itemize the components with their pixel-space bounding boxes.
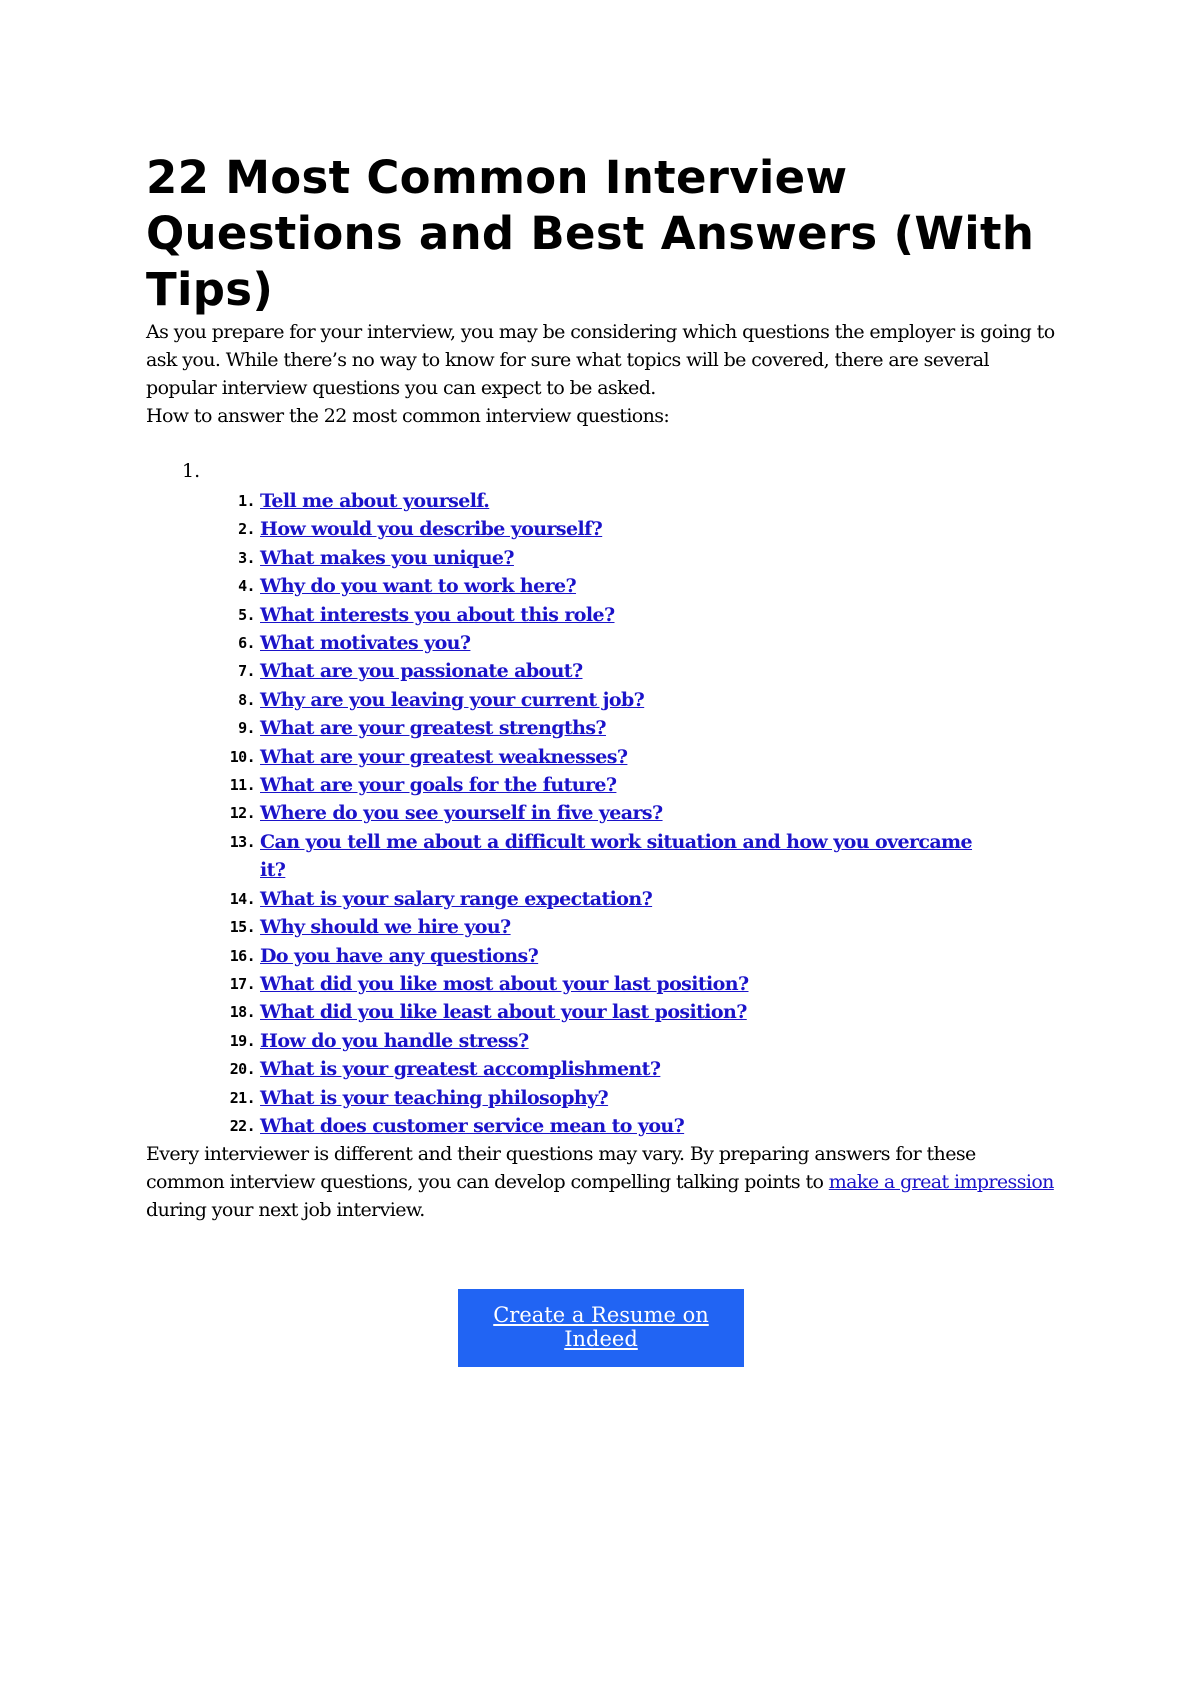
page-title: 22 Most Common Interview Questions and Best Answers (With Tips) — [146, 151, 1035, 316]
outer-list-number: 1. — [182, 460, 201, 482]
question-item — [218, 828, 998, 885]
question-item — [218, 601, 998, 629]
question-item — [218, 714, 998, 742]
closing-text-before: Every interviewer is different and their questions may vary. By preparing answers for these common interview questions, you can develop compelling talking points to — [146, 1143, 976, 1194]
question-number: 3. — [238, 548, 255, 567]
question-item — [218, 885, 998, 913]
question-link[interactable]: What makes you unique? — [260, 546, 514, 569]
list-lead-text: How to answer the 22 most common interview questions: — [146, 405, 670, 427]
question-number: 8. — [238, 690, 255, 709]
intro-paragraph: As you prepare for your interview, you may be considering which questions the employer is going to ask you. While there’s no way to know for sure what topics will be covered, there are several popular interview questions you can expect to be asked. — [146, 321, 1055, 399]
question-link[interactable]: What interests you about this role? — [260, 603, 615, 626]
question-link[interactable]: What is your salary range expectation? — [260, 887, 653, 910]
question-item — [218, 1027, 998, 1055]
question-item — [218, 942, 998, 970]
question-link[interactable]: What motivates you? — [260, 632, 471, 655]
question-number: 20. — [229, 1060, 255, 1079]
question-number: 1. — [238, 492, 255, 510]
question-link[interactable]: Where do you see yourself in five years? — [260, 802, 663, 825]
question-item — [218, 686, 998, 714]
question-link[interactable]: What is your teaching philosophy? — [260, 1086, 609, 1109]
question-number: 15. — [229, 918, 255, 937]
question-link[interactable]: What does customer service mean to you? — [260, 1114, 685, 1137]
question-number: 22. — [229, 1116, 255, 1135]
question-number: 10. — [229, 747, 255, 766]
question-item — [218, 657, 998, 685]
question-link[interactable]: What is your greatest accomplishment? — [260, 1058, 661, 1081]
question-number: 16. — [229, 946, 255, 965]
closing-text-after: during your next job interview. — [146, 1199, 425, 1222]
question-link[interactable]: How do you handle stress? — [260, 1029, 529, 1052]
question-number: 5. — [238, 605, 255, 624]
question-item — [218, 743, 998, 771]
question-number: 17. — [229, 974, 255, 993]
question-number: 2. — [238, 520, 255, 539]
article — [146, 150, 1056, 1367]
question-link[interactable]: What are you passionate about? — [260, 660, 583, 683]
question-link[interactable]: Why do you want to work here? — [260, 575, 577, 598]
cta-container — [146, 1289, 1056, 1367]
question-item — [218, 572, 998, 600]
question-link[interactable]: What are your greatest weaknesses? — [260, 745, 628, 768]
question-item — [218, 544, 998, 572]
create-resume-button[interactable]: Create a Resume on Indeed — [458, 1289, 744, 1367]
question-item — [218, 913, 998, 941]
question-link[interactable]: What did you like most about your last position? — [260, 972, 749, 995]
question-link[interactable]: How would you describe yourself? — [260, 518, 603, 541]
question-link[interactable]: Can you tell me about a difficult work situation and how you overcame it? — [260, 830, 973, 882]
question-number: 19. — [229, 1031, 255, 1050]
question-link[interactable]: Tell me about yourself. — [260, 490, 490, 512]
question-number: 9. — [238, 719, 255, 738]
question-link[interactable]: Why should we hire you? — [260, 916, 511, 939]
question-number: 21. — [229, 1088, 255, 1107]
question-link[interactable]: What did you like least about your last position? — [260, 1001, 747, 1024]
question-item — [218, 771, 998, 799]
question-number: 18. — [229, 1003, 255, 1022]
question-number: 4. — [238, 577, 255, 596]
question-item — [218, 1084, 998, 1112]
questions-list — [218, 487, 998, 1140]
question-link[interactable]: What are your goals for the future? — [260, 774, 617, 797]
question-number: 12. — [229, 804, 255, 823]
make-a-great-impression-link[interactable]: make a great impression — [828, 1171, 1054, 1194]
question-item — [218, 1112, 998, 1140]
question-item — [218, 970, 998, 998]
question-item — [218, 515, 998, 543]
question-link[interactable]: What are your greatest strengths? — [260, 717, 606, 740]
question-number: 14. — [229, 889, 255, 908]
question-item — [218, 998, 998, 1026]
question-item — [218, 1055, 998, 1083]
question-number: 6. — [238, 634, 255, 653]
question-link[interactable]: Do you have any questions? — [260, 944, 539, 967]
question-item — [218, 487, 998, 515]
closing-paragraph — [146, 1140, 1056, 1224]
question-item — [218, 629, 998, 657]
question-link[interactable]: Why are you leaving your current job? — [260, 688, 645, 711]
outer-list — [182, 457, 1056, 485]
question-number: 7. — [238, 662, 255, 681]
question-item — [218, 799, 998, 827]
question-number: 13. — [229, 832, 255, 851]
question-number: 11. — [229, 776, 255, 795]
